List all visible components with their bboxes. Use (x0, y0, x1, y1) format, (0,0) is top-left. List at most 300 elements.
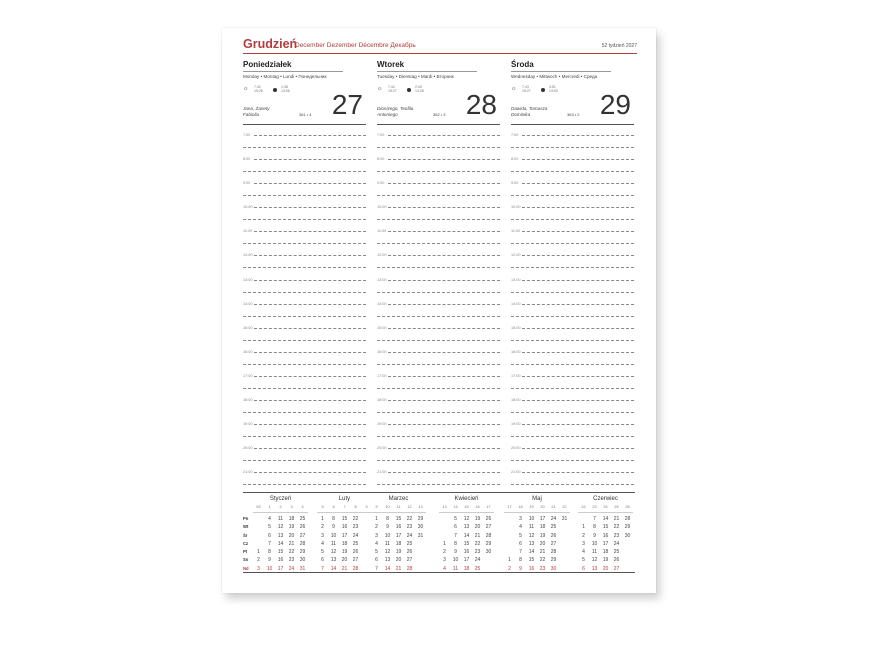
calendar-date[interactable]: 29 (485, 540, 492, 547)
week-number: 4 (301, 505, 304, 509)
calendar-date[interactable]: 6 (375, 557, 378, 564)
calendar-date[interactable]: 4 (268, 516, 271, 522)
calendar-date[interactable] (622, 540, 633, 548)
calendar-date[interactable]: 17 (277, 565, 284, 572)
calendar-date[interactable]: 25 (406, 540, 413, 547)
slot-line (388, 304, 500, 305)
month-block (371, 496, 426, 573)
calendar-date[interactable] (415, 556, 426, 564)
week-number: 26 (625, 505, 630, 509)
calendar-date[interactable]: 26 (550, 532, 557, 539)
hour-slot[interactable] (511, 182, 634, 206)
calendar-date[interactable]: 26 (352, 549, 359, 556)
calendar-date[interactable]: 30 (624, 532, 631, 539)
slot-line (511, 147, 634, 148)
calendar-date[interactable]: 30 (417, 524, 424, 531)
hour-slot[interactable] (377, 375, 500, 399)
calendar-date[interactable] (504, 540, 515, 548)
calendar-date[interactable]: 9 (332, 524, 335, 531)
calendar-date[interactable]: 3 (375, 532, 378, 539)
calendar-date[interactable] (253, 523, 264, 531)
hour-slot[interactable] (243, 351, 366, 375)
calendar-date[interactable]: 6 (454, 524, 457, 531)
calendar-date[interactable]: 20 (288, 532, 295, 539)
calendar-date[interactable]: 20 (602, 565, 609, 572)
hour-slot[interactable] (511, 254, 634, 278)
week-column (504, 515, 515, 573)
calendar-date[interactable]: 27 (613, 565, 620, 572)
slot-line (254, 135, 366, 136)
hour-label: 18:00 (377, 398, 387, 403)
hour-slot[interactable] (243, 230, 366, 254)
calendar-date[interactable]: 26 (406, 549, 413, 556)
calendar-date[interactable]: 10 (266, 565, 273, 572)
calendar-date[interactable]: 19 (602, 557, 609, 564)
calendar-date[interactable]: 2 (443, 549, 446, 556)
weekday-label: Cz (243, 540, 249, 546)
week-numbers (253, 505, 308, 513)
calendar-date[interactable]: 4 (375, 540, 378, 547)
calendar-date[interactable]: 11 (591, 549, 598, 556)
calendar-date[interactable]: 10 (452, 557, 459, 564)
week-number: 13 (418, 505, 423, 509)
calendar-date[interactable]: 15 (341, 516, 348, 522)
calendar-date[interactable]: 23 (288, 557, 295, 564)
hour-slot[interactable] (377, 230, 500, 254)
calendar-date[interactable]: 6 (519, 540, 522, 547)
hour-slot[interactable] (243, 134, 366, 158)
calendar-date[interactable]: 1 (321, 516, 324, 522)
calendar-date[interactable]: 22 (406, 516, 413, 522)
hour-slot[interactable] (377, 351, 500, 375)
hour-slot[interactable] (243, 375, 366, 399)
calendar-date[interactable]: 12 (384, 549, 391, 556)
calendar-date[interactable]: 26 (299, 524, 306, 531)
calendar-date[interactable] (504, 532, 515, 540)
calendar-date[interactable]: 10 (330, 532, 337, 539)
hour-slot[interactable] (243, 423, 366, 447)
hour-slot[interactable] (511, 279, 634, 303)
calendar-date[interactable]: 16 (463, 549, 470, 556)
hour-slot[interactable] (511, 206, 634, 230)
calendar-date[interactable]: 4 (519, 524, 522, 531)
hour-slot[interactable] (511, 230, 634, 254)
calendar-date[interactable]: 21 (474, 532, 481, 539)
calendar-date[interactable]: 1 (375, 516, 378, 522)
calendar-date[interactable]: 5 (321, 549, 324, 556)
calendar-date[interactable]: 3 (257, 565, 260, 572)
calendar-date[interactable]: 13 (463, 524, 470, 531)
calendar-date[interactable]: 28 (406, 565, 413, 572)
moon-times: 2:45 13:28 (415, 85, 424, 93)
calendar-date[interactable]: 13 (528, 540, 535, 547)
hour-slot[interactable] (377, 182, 500, 206)
calendar-date[interactable]: 27 (299, 532, 306, 539)
hour-slot[interactable] (243, 303, 366, 327)
calendar-date[interactable]: 4 (321, 540, 324, 547)
calendar-date[interactable]: 18 (463, 565, 470, 572)
calendar-date[interactable]: 8 (332, 516, 335, 522)
calendar-date[interactable]: 25 (474, 565, 481, 572)
calendar-date[interactable]: 27 (550, 540, 557, 547)
calendar-date[interactable]: 9 (386, 524, 389, 531)
calendar-date[interactable]: 12 (528, 532, 535, 539)
calendar-date[interactable]: 13 (277, 532, 284, 539)
calendar-date[interactable]: 7 (321, 565, 324, 572)
hour-slot[interactable] (377, 134, 500, 158)
calendar-date[interactable]: 23 (613, 532, 620, 539)
calendar-date[interactable]: 13 (330, 557, 337, 564)
day-translations: Tuesday • Dienstag • Mardi • Вторник (377, 71, 477, 79)
weekday-label: Śr (243, 532, 248, 538)
calendar-date[interactable]: 27 (406, 557, 413, 564)
calendar-date[interactable]: 19 (474, 516, 481, 522)
calendar-date[interactable]: 7 (268, 540, 271, 547)
week-number: 17 (486, 505, 491, 509)
calendar-date[interactable]: 31 (299, 565, 306, 572)
calendar-date[interactable]: 28 (352, 565, 359, 572)
calendar-date[interactable]: 25 (613, 549, 620, 556)
hour-slot[interactable] (243, 182, 366, 206)
day-divider (243, 124, 366, 125)
calendar-date[interactable]: 28 (624, 516, 631, 522)
calendar-date[interactable]: 6 (582, 565, 585, 572)
calendar-date[interactable]: 16 (528, 565, 535, 572)
hour-slot[interactable] (243, 254, 366, 278)
calendar-date[interactable] (253, 532, 264, 540)
hour-label: 12:00 (511, 253, 521, 258)
calendar-date[interactable]: 22 (474, 540, 481, 547)
calendar-date[interactable]: 31 (417, 532, 424, 539)
slot-line (243, 147, 366, 148)
calendar-date[interactable]: 29 (624, 524, 631, 531)
calendar-date[interactable]: 16 (395, 524, 402, 531)
calendar-date[interactable]: 19 (395, 549, 402, 556)
calendar-date[interactable]: 28 (299, 540, 306, 547)
calendar-date[interactable]: 31 (561, 516, 568, 522)
calendar-date[interactable]: 3 (443, 557, 446, 564)
slot-line (254, 424, 366, 425)
calendar-date[interactable]: 19 (341, 549, 348, 556)
calendar-date[interactable]: 12 (277, 524, 284, 531)
calendar-date[interactable] (559, 556, 570, 564)
calendar-date[interactable]: 5 (582, 557, 585, 564)
slot-line (377, 316, 500, 317)
calendar-date[interactable]: 10 (528, 516, 535, 522)
calendar-date[interactable]: 14 (463, 532, 470, 539)
calendar-date[interactable]: 8 (519, 557, 522, 564)
calendar-date[interactable]: 24 (288, 565, 295, 572)
hour-slot[interactable] (511, 399, 634, 423)
calendar-date[interactable]: 10 (591, 540, 598, 547)
hour-slot[interactable] (511, 351, 634, 375)
hour-slot[interactable] (511, 375, 634, 399)
hour-label: 7:00 (243, 133, 251, 137)
calendar-date[interactable]: 20 (341, 557, 348, 564)
hour-slot[interactable] (377, 254, 500, 278)
calendar-date[interactable]: 6 (321, 557, 324, 564)
calendar-date[interactable]: 26 (485, 516, 492, 522)
calendar-date[interactable]: 8 (386, 516, 389, 522)
calendar-date[interactable]: 21 (288, 540, 295, 547)
calendar-date[interactable]: 8 (268, 549, 271, 556)
calendar-date[interactable] (559, 523, 570, 531)
hour-slot[interactable] (377, 423, 500, 447)
calendar-date[interactable]: 27 (485, 524, 492, 531)
week-column (559, 515, 570, 573)
week-numbers (504, 505, 570, 513)
hour-slot[interactable] (243, 206, 366, 230)
calendar-date[interactable] (415, 548, 426, 556)
calendar-date[interactable]: 24 (550, 516, 557, 522)
hour-slot[interactable] (243, 327, 366, 351)
calendar-date[interactable]: 8 (593, 524, 596, 531)
calendar-date[interactable]: 20 (395, 557, 402, 564)
hour-label: 20:00 (377, 446, 387, 451)
day-count: 363 • 2 (567, 112, 580, 117)
calendar-date[interactable]: 17 (341, 532, 348, 539)
calendar-date[interactable]: 16 (602, 532, 609, 539)
calendar-date[interactable]: 6 (268, 532, 271, 539)
calendar-date[interactable]: 2 (508, 565, 511, 572)
calendar-date[interactable]: 2 (321, 524, 324, 531)
calendar-date[interactable]: 8 (454, 540, 457, 547)
calendar-date[interactable] (559, 540, 570, 548)
hour-slot[interactable] (243, 399, 366, 423)
calendar-date[interactable]: 21 (539, 549, 546, 556)
calendar-date[interactable]: 29 (550, 557, 557, 564)
calendar-date[interactable]: 26 (613, 557, 620, 564)
calendar-date[interactable]: 28 (485, 532, 492, 539)
calendar-date[interactable]: 4 (443, 565, 446, 572)
slot-line (254, 255, 366, 256)
slot-line (511, 436, 634, 437)
calendar-date[interactable]: 15 (277, 549, 284, 556)
hour-slot[interactable] (511, 134, 634, 158)
calendar-date[interactable]: 28 (550, 549, 557, 556)
slot-line (511, 219, 634, 220)
calendar-date[interactable]: 30 (550, 565, 557, 572)
day-name: Wtorek (377, 60, 405, 69)
hour-slot[interactable] (511, 303, 634, 327)
calendar-date[interactable]: 1 (443, 540, 446, 547)
calendar-date[interactable]: 30 (299, 557, 306, 564)
calendar-date[interactable]: 11 (277, 516, 284, 522)
calendar-date[interactable]: 29 (417, 516, 424, 522)
calendar-date[interactable]: 11 (452, 565, 459, 572)
calendar-date[interactable]: 3 (582, 540, 585, 547)
slot-line (388, 376, 500, 377)
calendar-date[interactable]: 15 (602, 524, 609, 531)
calendar-date[interactable]: 25 (299, 516, 306, 522)
hour-slot[interactable] (377, 206, 500, 230)
week-column (548, 515, 559, 573)
calendar-date[interactable]: 24 (613, 540, 620, 547)
calendar-date[interactable]: 11 (384, 540, 391, 547)
calendar-date[interactable] (439, 523, 450, 531)
calendar-date[interactable]: 17 (539, 516, 546, 522)
calendar-date[interactable]: 18 (602, 549, 609, 556)
calendar-date[interactable]: 3 (321, 532, 324, 539)
calendar-date[interactable]: 5 (268, 524, 271, 531)
calendar-date[interactable]: 2 (257, 557, 260, 564)
hour-slot[interactable] (377, 279, 500, 303)
calendar-date[interactable]: 24 (406, 532, 413, 539)
slot-line (522, 183, 634, 184)
calendar-date[interactable]: 23 (352, 524, 359, 531)
calendar-date[interactable]: 9 (454, 549, 457, 556)
calendar-date[interactable]: 30 (485, 549, 492, 556)
slot-line (511, 364, 634, 365)
calendar-date[interactable] (622, 548, 633, 556)
week-number: 8 (354, 505, 357, 509)
calendar-date[interactable]: 25 (550, 524, 557, 531)
calendar-date[interactable]: 10 (384, 532, 391, 539)
calendar-date[interactable]: 24 (352, 532, 359, 539)
day-column (243, 60, 366, 475)
calendar-date[interactable]: 16 (341, 524, 348, 531)
calendar-date[interactable]: 7 (454, 532, 457, 539)
slot-line (377, 243, 500, 244)
calendar-date[interactable] (578, 515, 589, 523)
calendar-date[interactable]: 21 (341, 565, 348, 572)
calendar-date[interactable]: 22 (613, 524, 620, 531)
calendar-date[interactable]: 14 (602, 516, 609, 522)
month-header (243, 37, 637, 54)
calendar-date[interactable]: 2 (582, 532, 585, 539)
name-days: Jana, Żanety Fabiolia (243, 106, 270, 117)
calendar-date[interactable]: 1 (582, 524, 585, 531)
calendar-date[interactable]: 23 (474, 549, 481, 556)
calendar-date[interactable]: 12 (463, 516, 470, 522)
calendar-date[interactable] (559, 548, 570, 556)
slot-line (254, 280, 366, 281)
hour-slot[interactable] (511, 447, 634, 471)
calendar-date[interactable]: 5 (454, 516, 457, 522)
calendar-date[interactable]: 9 (519, 565, 522, 572)
slot-line (377, 460, 500, 461)
calendar-date[interactable]: 23 (406, 524, 413, 531)
calendar-date[interactable]: 7 (375, 565, 378, 572)
calendar-date[interactable]: 13 (591, 565, 598, 572)
calendar-date[interactable]: 14 (384, 565, 391, 572)
hour-slot[interactable] (243, 279, 366, 303)
calendar-date[interactable] (439, 515, 450, 523)
calendar-date[interactable]: 9 (593, 532, 596, 539)
hour-slot[interactable] (511, 158, 634, 182)
calendar-date[interactable]: 12 (591, 557, 598, 564)
calendar-date[interactable]: 14 (330, 565, 337, 572)
slot-line (377, 340, 500, 341)
calendar-date[interactable] (439, 532, 450, 540)
calendar-date[interactable] (483, 556, 494, 564)
calendar-date[interactable]: 22 (288, 549, 295, 556)
calendar-date[interactable]: 18 (288, 516, 295, 522)
calendar-date[interactable]: 21 (395, 565, 402, 572)
calendar-date[interactable]: 17 (602, 540, 609, 547)
hour-slot[interactable] (511, 423, 634, 447)
hour-slot[interactable] (243, 158, 366, 182)
calendar-date[interactable]: 23 (539, 565, 546, 572)
calendar-date[interactable] (504, 523, 515, 531)
calendar-date[interactable]: 27 (352, 557, 359, 564)
calendar-date[interactable]: 14 (528, 549, 535, 556)
calendar-date[interactable]: 15 (463, 540, 470, 547)
calendar-date[interactable] (559, 532, 570, 540)
week-numbers (439, 505, 494, 513)
slot-line (522, 376, 634, 377)
calendar-date[interactable] (504, 548, 515, 556)
calendar-date[interactable]: 1 (508, 557, 511, 564)
calendar-date[interactable] (504, 515, 515, 523)
calendar-date[interactable]: 20 (539, 540, 546, 547)
calendar-date[interactable]: 22 (352, 516, 359, 522)
calendar-date[interactable]: 19 (288, 524, 295, 531)
calendar-date[interactable]: 20 (474, 524, 481, 531)
hour-slot[interactable] (243, 447, 366, 471)
calendar-date[interactable]: 5 (519, 532, 522, 539)
calendar-date[interactable]: 29 (299, 549, 306, 556)
week-column (382, 515, 393, 573)
calendar-date[interactable]: 15 (395, 516, 402, 522)
astro-info (243, 84, 313, 96)
calendar-date[interactable]: 21 (613, 516, 620, 522)
hour-slot[interactable] (377, 399, 500, 423)
calendar-date[interactable]: 19 (539, 532, 546, 539)
calendar-date[interactable]: 12 (330, 549, 337, 556)
calendar-date[interactable]: 5 (375, 549, 378, 556)
calendar-date[interactable]: 3 (519, 516, 522, 522)
week-column (461, 515, 472, 573)
week-number: 16 (475, 505, 480, 509)
hour-slot[interactable] (377, 303, 500, 327)
calendar-date[interactable]: 18 (539, 524, 546, 531)
calendar-date[interactable]: 7 (519, 549, 522, 556)
calendar-date[interactable] (622, 556, 633, 564)
calendar-date[interactable]: 25 (352, 540, 359, 547)
calendar-date[interactable]: 13 (384, 557, 391, 564)
calendar-date[interactable]: 7 (593, 516, 596, 522)
calendar-date[interactable]: 16 (277, 557, 284, 564)
calendar-date[interactable]: 22 (539, 557, 546, 564)
hour-slot[interactable] (377, 158, 500, 182)
calendar-date[interactable]: 18 (341, 540, 348, 547)
calendar-date[interactable]: 14 (277, 540, 284, 547)
calendar-date[interactable]: 11 (528, 524, 535, 531)
calendar-date[interactable]: 24 (474, 557, 481, 564)
calendar-date[interactable]: 1 (257, 549, 260, 556)
slot-line (254, 448, 366, 449)
calendar-date[interactable]: 15 (528, 557, 535, 564)
slot-line (388, 280, 500, 281)
hour-slot[interactable] (511, 327, 634, 351)
day-column (377, 60, 500, 475)
calendar-date[interactable] (415, 540, 426, 548)
calendar-date[interactable] (253, 540, 264, 548)
day-divider (511, 124, 634, 125)
calendar-date[interactable]: 4 (582, 549, 585, 556)
calendar-date[interactable]: 2 (375, 524, 378, 531)
calendar-date[interactable]: 17 (395, 532, 402, 539)
calendar-date[interactable] (253, 515, 264, 523)
hour-slot[interactable] (377, 327, 500, 351)
slot-line (243, 436, 366, 437)
hour-slot[interactable] (377, 447, 500, 471)
calendar-date[interactable]: 17 (463, 557, 470, 564)
calendar-date[interactable]: 11 (330, 540, 337, 547)
calendar-date[interactable]: 9 (268, 557, 271, 564)
calendar-date[interactable]: 18 (395, 540, 402, 547)
